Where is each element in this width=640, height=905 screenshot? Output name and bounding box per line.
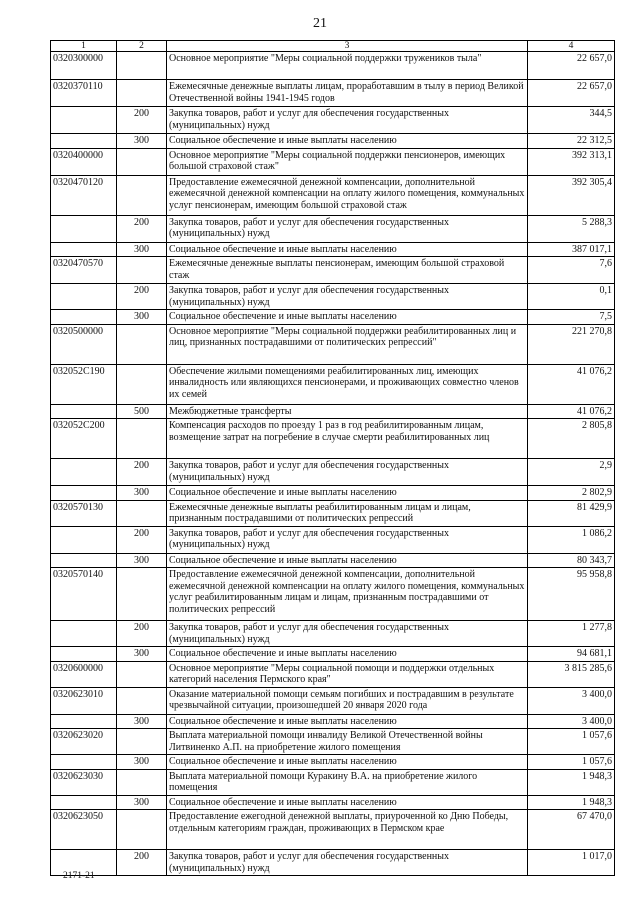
row-code-cell: 0320370110 — [51, 80, 117, 107]
row-amount-cell: 392 313,1 — [528, 148, 615, 175]
row-description-cell: Социальное обеспечение и иные выплаты населению — [167, 310, 528, 325]
row-description-cell: Компенсация расходов по проезду 1 раз в год реабилитированным лицам, возмещение затрат на погребение в случае смерти реабилитированных лиц — [167, 419, 528, 459]
row-expense-type-cell: 500 — [117, 404, 167, 419]
row-description-cell: Предоставление ежемесячной денежной компенсации, дополнительной ежемесячной денежной компенсации на оплату жилого помещения, коммунальных услуг реабилитированным лицам и лицам, признанным пострадавшими от политических репрессий — [167, 568, 528, 621]
row-code-cell — [51, 310, 117, 325]
row-code-cell: 0320600000 — [51, 661, 117, 687]
row-code-cell: 0320570130 — [51, 500, 117, 526]
row-amount-cell: 2 805,8 — [528, 419, 615, 459]
row-amount-cell: 3 815 285,6 — [528, 661, 615, 687]
column-number: 2 — [117, 41, 167, 52]
row-code-cell: 032052С190 — [51, 364, 117, 404]
row-description-cell: Социальное обеспечение и иные выплаты населению — [167, 795, 528, 810]
row-amount-cell: 1 017,0 — [528, 850, 615, 876]
row-expense-type-cell — [117, 568, 167, 621]
table-row — [51, 310, 615, 325]
row-amount-cell: 3 400,0 — [528, 714, 615, 729]
row-description-cell: Социальное обеспечение и иные выплаты населению — [167, 647, 528, 662]
row-amount-cell: 2,9 — [528, 459, 615, 486]
row-description-cell: Социальное обеспечение и иные выплаты населению — [167, 755, 528, 770]
row-amount-cell: 0,1 — [528, 284, 615, 310]
table-body — [51, 52, 615, 876]
row-code-cell — [51, 134, 117, 149]
table-row — [51, 755, 615, 770]
row-expense-type-cell: 200 — [117, 215, 167, 242]
row-description-cell: Основное мероприятие "Меры социальной поддержки тружеников тыла" — [167, 52, 528, 80]
row-code-cell — [51, 714, 117, 729]
column-number: 1 — [51, 41, 117, 52]
row-code-cell — [51, 284, 117, 310]
row-code-cell: 032052С200 — [51, 419, 117, 459]
table-row — [51, 568, 615, 621]
row-description-cell: Закупка товаров, работ и услуг для обеспечения государственных (муниципальных) нужд — [167, 526, 528, 553]
row-expense-type-cell: 300 — [117, 714, 167, 729]
row-amount-cell: 387 017,1 — [528, 242, 615, 257]
table-row — [51, 148, 615, 175]
row-amount-cell: 7,6 — [528, 257, 615, 284]
row-description-cell: Социальное обеспечение и иные выплаты населению — [167, 242, 528, 257]
row-code-cell — [51, 553, 117, 568]
row-code-cell — [51, 459, 117, 486]
row-code-cell — [51, 795, 117, 810]
row-code-cell — [51, 107, 117, 134]
row-code-cell — [51, 215, 117, 242]
row-expense-type-cell: 300 — [117, 134, 167, 149]
table-row — [51, 687, 615, 714]
row-amount-cell: 344,5 — [528, 107, 615, 134]
row-expense-type-cell: 200 — [117, 107, 167, 134]
row-amount-cell: 3 400,0 — [528, 687, 615, 714]
row-code-cell — [51, 404, 117, 419]
row-description-cell: Выплата материальной помощи инвалиду Великой Отечественной войны Литвиненко А.П. на приобретение жилого помещения — [167, 729, 528, 755]
row-description-cell: Оказание материальной помощи семьям погибших и пострадавшим в результате чрезвычайной ситуации, произошедшей 20 января 2020 года — [167, 687, 528, 714]
row-amount-cell: 80 343,7 — [528, 553, 615, 568]
row-code-cell — [51, 647, 117, 662]
table-row — [51, 500, 615, 526]
row-expense-type-cell: 300 — [117, 310, 167, 325]
row-expense-type-cell — [117, 257, 167, 284]
row-code-cell: 0320623050 — [51, 810, 117, 850]
row-expense-type-cell: 200 — [117, 850, 167, 876]
table-row — [51, 661, 615, 687]
row-expense-type-cell: 200 — [117, 621, 167, 647]
row-expense-type-cell — [117, 80, 167, 107]
footer-document-code: 2171-21 — [63, 871, 95, 881]
row-amount-cell: 221 270,8 — [528, 324, 615, 364]
table-row — [51, 242, 615, 257]
table-row — [51, 134, 615, 149]
row-description-cell: Закупка товаров, работ и услуг для обеспечения государственных (муниципальных) нужд — [167, 459, 528, 486]
table-row — [51, 404, 615, 419]
row-amount-cell: 2 802,9 — [528, 486, 615, 501]
row-code-cell: 0320570140 — [51, 568, 117, 621]
row-description-cell: Закупка товаров, работ и услуг для обеспечения государственных (муниципальных) нужд — [167, 850, 528, 876]
row-expense-type-cell: 200 — [117, 526, 167, 553]
row-amount-cell: 95 958,8 — [528, 568, 615, 621]
column-number: 4 — [528, 41, 615, 52]
row-amount-cell: 5 288,3 — [528, 215, 615, 242]
row-description-cell: Закупка товаров, работ и услуг для обеспечения государственных (муниципальных) нужд — [167, 284, 528, 310]
row-code-cell — [51, 755, 117, 770]
row-code-cell — [51, 242, 117, 257]
table-row — [51, 486, 615, 501]
row-amount-cell: 1 948,3 — [528, 769, 615, 795]
row-amount-cell: 94 681,1 — [528, 647, 615, 662]
row-expense-type-cell — [117, 687, 167, 714]
row-expense-type-cell: 300 — [117, 486, 167, 501]
table-row — [51, 52, 615, 80]
table-row — [51, 714, 615, 729]
row-expense-type-cell: 200 — [117, 459, 167, 486]
row-amount-cell: 7,5 — [528, 310, 615, 325]
row-amount-cell: 81 429,9 — [528, 500, 615, 526]
row-amount-cell: 392 305,4 — [528, 175, 615, 215]
row-expense-type-cell — [117, 769, 167, 795]
row-code-cell: 0320623030 — [51, 769, 117, 795]
table-row — [51, 364, 615, 404]
row-amount-cell: 1 277,8 — [528, 621, 615, 647]
table-row — [51, 257, 615, 284]
table-row — [51, 459, 615, 486]
row-expense-type-cell — [117, 324, 167, 364]
row-expense-type-cell — [117, 729, 167, 755]
row-code-cell — [51, 621, 117, 647]
row-amount-cell: 1 948,3 — [528, 795, 615, 810]
row-description-cell: Социальное обеспечение и иные выплаты населению — [167, 486, 528, 501]
column-number-row — [51, 41, 615, 52]
table-row — [51, 526, 615, 553]
page-number: 21 — [313, 16, 327, 31]
row-description-cell: Основное мероприятие "Меры социальной поддержки реабилитированных лиц и лиц, признанных пострадавшими от политических репрессий" — [167, 324, 528, 364]
row-expense-type-cell: 200 — [117, 284, 167, 310]
row-description-cell: Социальное обеспечение и иные выплаты населению — [167, 134, 528, 149]
row-description-cell: Ежемесячные денежные выплаты реабилитированным лицам и лицам, признанным пострадавшими от политических репрессий — [167, 500, 528, 526]
row-code-cell — [51, 486, 117, 501]
row-code-cell: 0320623010 — [51, 687, 117, 714]
row-amount-cell: 41 076,2 — [528, 364, 615, 404]
table-row — [51, 80, 615, 107]
table-row — [51, 553, 615, 568]
column-number: 3 — [167, 41, 528, 52]
row-description-cell: Выплата материальной помощи Куракину В.А. на приобретение жилого помещения — [167, 769, 528, 795]
row-expense-type-cell — [117, 419, 167, 459]
row-amount-cell: 1 057,6 — [528, 755, 615, 770]
table-row — [51, 215, 615, 242]
table-row — [51, 107, 615, 134]
row-description-cell: Обеспечение жилыми помещениями реабилитированных лиц, имеющих инвалидность или являющихся пенсионерами, и проживающих совместно членов их семей — [167, 364, 528, 404]
table-row — [51, 175, 615, 215]
row-amount-cell: 67 470,0 — [528, 810, 615, 850]
row-description-cell: Основное мероприятие "Меры социальной помощи и поддержки отдельных категорий населения Пермского края" — [167, 661, 528, 687]
row-code-cell: 0320400000 — [51, 148, 117, 175]
row-code-cell: 0320300000 — [51, 52, 117, 80]
row-amount-cell: 22 657,0 — [528, 52, 615, 80]
row-amount-cell: 22 657,0 — [528, 80, 615, 107]
row-code-cell: 0320470120 — [51, 175, 117, 215]
row-expense-type-cell: 300 — [117, 795, 167, 810]
row-code-cell: 0320623020 — [51, 729, 117, 755]
table-row — [51, 324, 615, 364]
table-row — [51, 284, 615, 310]
row-description-cell: Ежемесячные денежные выплаты пенсионерам, имеющим большой страховой стаж — [167, 257, 528, 284]
row-description-cell: Ежемесячные денежные выплаты лицам, проработавшим в тылу в период Великой Отечественной войны 1941-1945 годов — [167, 80, 528, 107]
row-description-cell: Социальное обеспечение и иные выплаты населению — [167, 714, 528, 729]
row-amount-cell: 41 076,2 — [528, 404, 615, 419]
row-expense-type-cell — [117, 500, 167, 526]
row-code-cell: 0320470570 — [51, 257, 117, 284]
table-row — [51, 795, 615, 810]
row-description-cell: Межбюджетные трансферты — [167, 404, 528, 419]
table-row — [51, 850, 615, 876]
row-expense-type-cell: 300 — [117, 755, 167, 770]
table-row — [51, 621, 615, 647]
row-description-cell: Основное мероприятие "Меры социальной поддержки пенсионеров, имеющих большой страховой стаж" — [167, 148, 528, 175]
table-row — [51, 647, 615, 662]
budget-table — [50, 40, 615, 876]
table-row — [51, 810, 615, 850]
row-description-cell: Закупка товаров, работ и услуг для обеспечения государственных (муниципальных) нужд — [167, 621, 528, 647]
row-expense-type-cell — [117, 175, 167, 215]
row-description-cell: Закупка товаров, работ и услуг для обеспечения государственных (муниципальных) нужд — [167, 107, 528, 134]
row-expense-type-cell — [117, 148, 167, 175]
row-description-cell: Социальное обеспечение и иные выплаты населению — [167, 553, 528, 568]
row-code-cell — [51, 526, 117, 553]
row-code-cell: 0320500000 — [51, 324, 117, 364]
row-expense-type-cell — [117, 52, 167, 80]
row-expense-type-cell: 300 — [117, 242, 167, 257]
row-expense-type-cell — [117, 810, 167, 850]
row-expense-type-cell — [117, 661, 167, 687]
table-row — [51, 729, 615, 755]
row-expense-type-cell: 300 — [117, 647, 167, 662]
row-amount-cell: 1 086,2 — [528, 526, 615, 553]
row-expense-type-cell — [117, 364, 167, 404]
table-row — [51, 419, 615, 459]
table-row — [51, 769, 615, 795]
row-description-cell: Предоставление ежемесячной денежной компенсации, дополнительной ежемесячной денежной компенсации на оплату жилого помещения, коммунальных услуг пенсионерам, имеющим большой страховой стаж — [167, 175, 528, 215]
row-description-cell: Предоставление ежегодной денежной выплаты, приуроченной ко Дню Победы, отдельным категориям граждан, проживающих в Пермском крае — [167, 810, 528, 850]
row-amount-cell: 1 057,6 — [528, 729, 615, 755]
row-amount-cell: 22 312,5 — [528, 134, 615, 149]
row-expense-type-cell: 300 — [117, 553, 167, 568]
row-description-cell: Закупка товаров, работ и услуг для обеспечения государственных (муниципальных) нужд — [167, 215, 528, 242]
